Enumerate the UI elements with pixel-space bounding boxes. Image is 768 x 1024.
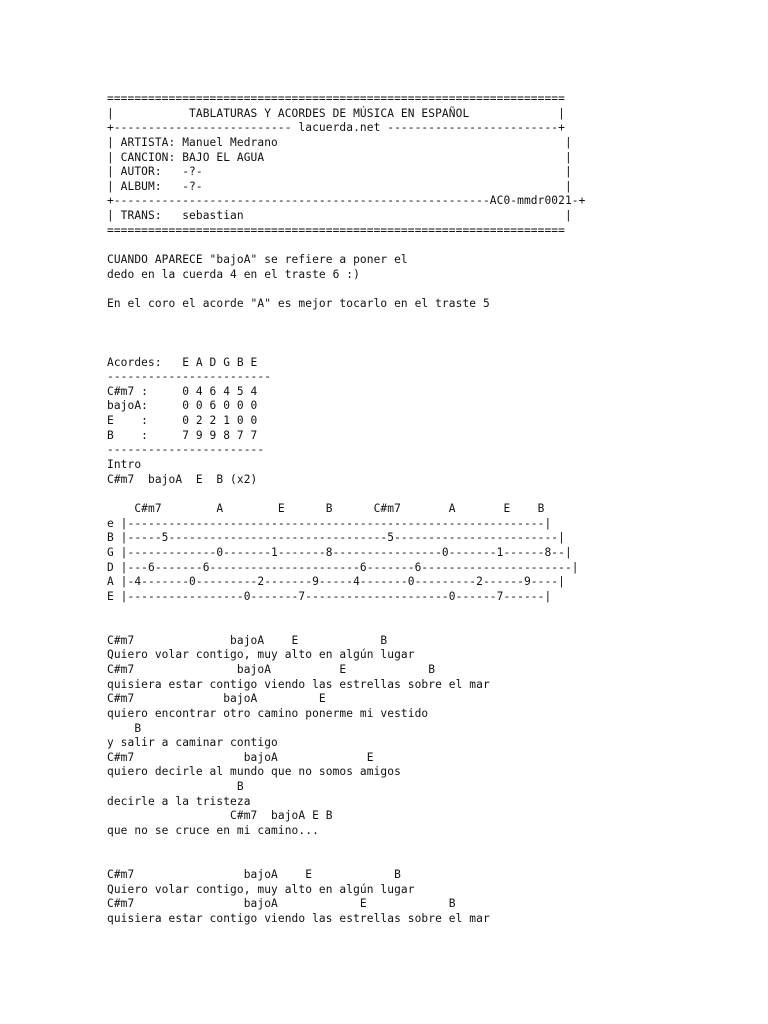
header-album: | ALBUM: -?- |: [107, 179, 572, 193]
note-line: dedo en la cuerda 4 en el traste 6 :): [107, 267, 360, 281]
header-trans: | TRANS: sebastian |: [107, 209, 572, 223]
chord-table-row: bajoA: 0 0 6 0 0 0: [107, 399, 258, 413]
tab-string-a: A |-4-------0---------2-------9-----4-------0---------2------9----|: [107, 575, 565, 589]
chord-table-row: C#m7 : 0 4 6 4 5 4: [107, 384, 258, 398]
chord-line: C#m7 bajoA E: [107, 692, 326, 706]
header-id: +-------------------------------------------------------AC0-mmdr0021-+: [107, 194, 586, 208]
lyric-line: quisiera estar contigo viendo las estrellas sobre el mar: [107, 911, 490, 925]
lyric-line: y salir a caminar contigo: [107, 736, 278, 750]
blank-line: [107, 604, 747, 619]
header-author: | AUTOR: -?- |: [107, 165, 572, 179]
blank-line: [107, 853, 747, 868]
chord-table-row: B : 7 9 9 8 7 7: [107, 428, 258, 442]
blank-line: [107, 326, 747, 341]
chord-line: B: [107, 721, 142, 735]
chord-table-row: E : 0 2 2 1 0 0: [107, 414, 258, 428]
tab-string-g: G |-------------0-------1-------8----------------0-------1------8--|: [107, 545, 572, 559]
header-site: +-------------------------- lacuerda.net -------------------------+: [107, 121, 565, 135]
chord-table-header: Acordes: E A D G B E: [107, 355, 258, 369]
lyric-line: Quiero volar contigo, muy alto en algún lugar: [107, 648, 415, 662]
header-song: | CANCION: BAJO EL AGUA |: [107, 150, 572, 164]
tab-document: [107, 92, 747, 927]
chord-line: C#m7 bajoA E B: [107, 897, 456, 911]
chord-table-rule: ------------------------: [107, 370, 272, 384]
blank-line: [107, 619, 747, 634]
chord-line: C#m7 bajoA E B (x2): [107, 472, 258, 486]
blank-line: [107, 282, 747, 297]
chord-line: C#m7 bajoA E B: [107, 809, 333, 823]
lyric-line: quisiera estar contigo viendo las estrellas sobre el mar: [107, 677, 490, 691]
lyric-line: quiero encontrar otro camino ponerme mi vestido: [107, 706, 429, 720]
chord-line: C#m7 bajoA E B: [107, 662, 436, 676]
chord-line: C#m7 bajoA E B: [107, 867, 401, 881]
blank-line: [107, 341, 747, 356]
tab-string-e: e |-------------------------------------------------------------|: [107, 516, 552, 530]
lyric-line: quiero decirle al mundo que no somos amigos: [107, 765, 401, 779]
chord-table-rule: -----------------------: [107, 443, 265, 457]
blank-line: [107, 487, 747, 502]
blank-line: [107, 312, 747, 327]
chord-line: C#m7 bajoA E B: [107, 633, 388, 647]
lyric-line: que no se cruce en mi camino...: [107, 824, 319, 838]
header-title: | TABLATURAS Y ACORDES DE MÚSICA EN ESPAÑOL |: [107, 106, 565, 120]
chord-line: B: [107, 780, 244, 794]
header-artist: | ARTISTA: Manuel Medrano |: [107, 135, 572, 149]
blank-line: [107, 839, 747, 854]
note-line: En el coro el acorde "A" es mejor tocarlo en el traste 5: [107, 296, 490, 310]
blank-line: [107, 238, 747, 253]
header-rule-bottom: ===================================================================: [107, 223, 565, 237]
lyric-line: decirle a la tristeza: [107, 794, 251, 808]
note-line: CUANDO APARECE "bajoA" se refiere a poner el: [107, 253, 408, 267]
chord-line: C#m7 bajoA E: [107, 750, 374, 764]
tab-string-b: B |-----5--------------------------------5------------------------|: [107, 531, 565, 545]
section-label: Intro: [107, 458, 142, 472]
tab-string-low-e: E |-----------------0-------7---------------------0------7------|: [107, 589, 552, 603]
tab-chord-line: C#m7 A E B C#m7 A E B: [107, 501, 545, 515]
header-rule-top: ===================================================================: [107, 92, 565, 105]
lyric-line: Quiero volar contigo, muy alto en algún lugar: [107, 882, 415, 896]
tab-string-d: D |---6-------6----------------------6-------6----------------------|: [107, 560, 579, 574]
